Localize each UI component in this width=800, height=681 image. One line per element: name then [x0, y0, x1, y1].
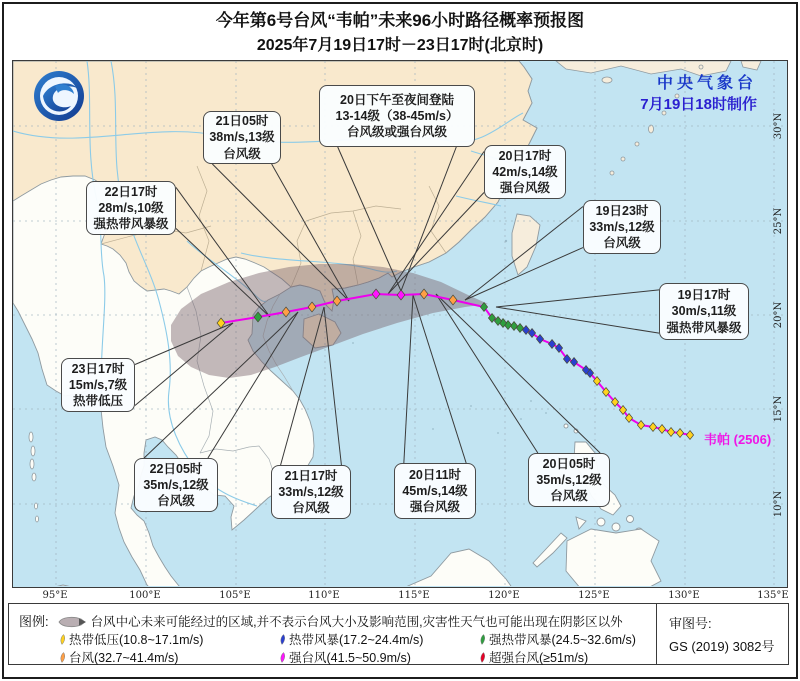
- intensity-marker-icon: [61, 653, 65, 663]
- cone-legend-icon: [57, 615, 87, 629]
- forecast-callout: 22日05时 35m/s,12级 台风级: [134, 458, 218, 512]
- figure-subtitle: 2025年7月19日17时－23日17时(北京时): [256, 36, 544, 54]
- legend-divider: [656, 604, 657, 664]
- x-axis-tick-label: 115°E: [398, 590, 430, 601]
- intensity-marker-icon: [481, 635, 485, 645]
- legend-item-sty: 强台风(41.5~50.9m/s): [277, 648, 411, 666]
- storm-name-label: 韦帕 (2506): [704, 432, 772, 447]
- forecast-callout: 19日17时 30m/s,11级 强热带风暴级: [659, 283, 749, 340]
- y-axis-tick-label: 25°N: [773, 207, 784, 235]
- y-axis-tick-label: 20°N: [773, 301, 784, 329]
- forecast-callout: 19日23时 33m/s,12级 台风级: [583, 200, 661, 254]
- approval-label: 审图号:: [669, 616, 712, 631]
- x-axis-tick-label: 100°E: [129, 590, 161, 601]
- x-axis-tick-label: 125°E: [578, 590, 610, 601]
- x-axis-tick-label: 130°E: [668, 590, 700, 601]
- forecast-callout: 21日05时 38m/s,13级 台风级: [203, 111, 281, 164]
- forecast-map: [12, 60, 788, 588]
- intensity-marker-icon: [481, 653, 485, 663]
- x-axis-tick-label: 110°E: [308, 590, 340, 601]
- forecast-callout: 20日11时 45m/s,14级 强台风级: [394, 463, 476, 519]
- legend-item-td: 热带低压(10.8~17.1m/s): [57, 630, 203, 648]
- x-axis-tick-label: 135°E: [757, 590, 789, 601]
- intensity-marker-icon: [281, 635, 285, 645]
- legend-item-ts: 热带风暴(17.2~24.4m/s): [277, 630, 423, 648]
- legend: [8, 603, 789, 665]
- legend-item-ty: 台风(32.7~41.4m/s): [57, 648, 178, 666]
- map-approval: [669, 612, 775, 659]
- x-axis-tick-label: 120°E: [488, 590, 520, 601]
- y-axis-tick-label: 15°N: [773, 395, 784, 423]
- y-axis-tick-label: 10°N: [773, 490, 784, 518]
- forecast-callout: 20日下午至夜间登陆 13-14级（38-45m/s） 台风级或强台风级: [319, 85, 475, 147]
- x-axis-tick-label: 105°E: [219, 590, 251, 601]
- forecast-callout: 23日17时 15m/s,7级 热带低压: [61, 358, 135, 412]
- legend-item-superty: 超强台风(≥51m/s): [477, 648, 588, 666]
- legend-note-row: [19, 611, 623, 630]
- forecast-callout: 22日17时 28m/s,10级 强热带风暴级: [86, 181, 176, 235]
- intensity-marker-icon: [281, 653, 285, 663]
- forecast-callout: 20日05时 35m/s,12级 台风级: [528, 453, 610, 507]
- forecast-callout: 20日17时 42m/s,14级 强台风级: [484, 145, 566, 199]
- figure-title: 今年第6号台风“韦帕”未来96小时路径概率预报图: [215, 11, 585, 30]
- intensity-marker-icon: [61, 635, 65, 645]
- legend-title: 图例:: [19, 614, 49, 629]
- approval-number: GS (2019) 3082号: [669, 639, 775, 655]
- y-axis-tick-label: 30°N: [773, 112, 784, 140]
- agency-issue-time: 7月19日18时制作: [640, 95, 757, 113]
- forecast-callout: 21日17时 33m/s,12级 台风级: [271, 465, 351, 519]
- x-axis-tick-label: 95°E: [42, 590, 68, 601]
- agency-block: [640, 73, 757, 115]
- title-block: [0, 8, 800, 58]
- legend-cone-note: 台风中心未来可能经过的区域,并不表示台风大小及影响范围,灾害性天气也可能出现在阴影区以外: [90, 615, 623, 629]
- legend-item-sts: 强热带风暴(24.5~32.6m/s): [477, 630, 636, 648]
- cma-logo: [31, 68, 87, 124]
- agency-name: 中央气象台: [656, 75, 757, 92]
